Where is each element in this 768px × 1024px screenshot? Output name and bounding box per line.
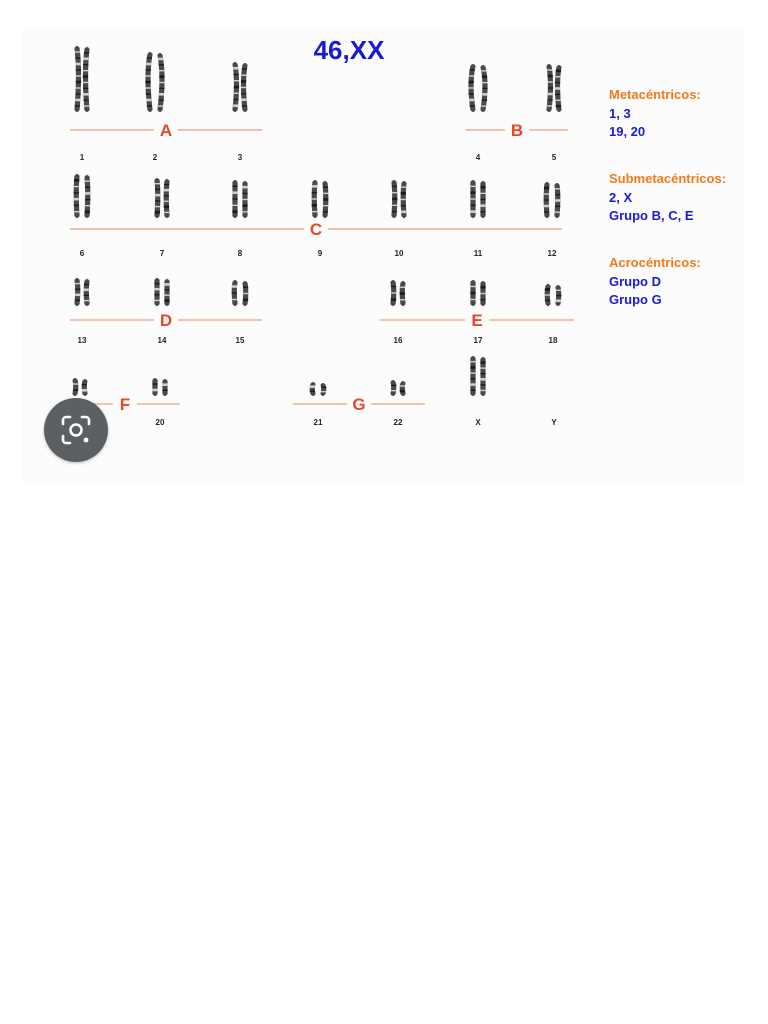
chromosome-band [83,70,88,71]
chromosome-label: Y [551,418,557,427]
chromosome-band [234,86,239,89]
group-label: B [510,121,524,140]
chromatid [82,379,88,396]
chromosome-band [75,51,80,52]
chromosome-band [145,81,150,84]
chromosome-band [232,205,237,206]
chromosome-band [145,75,150,76]
chromosome-band [234,99,239,100]
chromosome-band [83,82,88,83]
chromosome-label: 17 [473,336,483,345]
chromosome-band [233,104,238,107]
chromosome-band [480,299,485,300]
legend-heading: Submetacéntricos: [609,171,727,186]
chromosome-band [234,74,239,75]
chromosome-band [312,204,317,207]
chromosome-band [400,287,405,288]
chromosome-band [482,88,487,89]
chromosome-band [75,99,80,102]
chromosome-band [401,199,406,200]
legend-item: Grupo G [609,292,662,307]
chromosome-band [545,294,550,295]
chromosome-band [76,81,81,84]
chromosome-band [391,385,396,386]
chromosome-band [469,81,474,84]
chromosome-band [234,93,239,94]
chromosome-band [75,57,80,58]
chromosome-band [468,87,473,88]
chromosome-band [310,385,315,388]
chromosome-band [470,105,475,106]
group-label: C [309,220,323,239]
chromosome-band [555,194,560,195]
chromosome-band [555,199,560,202]
chromosome-band [83,64,88,65]
chromosome-label: 3 [237,153,243,162]
chromosome-band [400,390,405,393]
chromosome-band [147,105,152,106]
chromosome-band [242,193,247,194]
chromosome-band [545,300,550,301]
chromosome-band [392,198,397,201]
chromosome-band [159,75,164,78]
chromosome-band [164,283,169,286]
chromosome-band [85,211,90,214]
chromosome-band [310,391,315,392]
chromosome-band [82,384,87,385]
chromosome-band [84,58,89,61]
chromosome-band [234,80,239,81]
chromosome-band [84,52,89,53]
legend-item: 2, X [609,190,633,205]
chromosome-band [73,383,78,384]
chromosome-band [155,189,160,190]
chromatid [164,279,169,306]
chromosome-band [480,199,485,200]
google-lens-icon [59,413,93,447]
group-label: F [119,395,131,414]
chromosome-band [155,183,160,184]
chromosome-band [470,191,475,194]
chromosome-band [162,390,167,391]
chromosome-band [469,93,474,94]
chromosome-band [548,75,553,78]
chromosome-band [470,205,475,206]
chromosome-band [159,88,164,89]
chromatid [84,279,90,306]
chromosome-band [84,300,89,301]
chromosome-label: 18 [548,336,558,345]
chromosome-band [312,211,317,212]
chromosome-band [146,69,151,70]
chromosome-label: 21 [313,418,323,427]
chromosome-band [164,295,169,296]
chromosome-band [481,105,486,106]
chromosome-band [146,99,151,102]
chromosome-band [480,378,485,381]
chromosome-band [480,373,485,374]
chromosome-band [555,82,560,83]
chromosome-band [154,300,159,301]
chromosome-label: 9 [317,249,323,258]
chromosome-band [232,191,237,194]
chromosome-band [401,192,406,195]
chromosome-band [556,295,561,296]
chromosome-band [544,199,549,200]
chromosome-band [242,199,247,200]
chromosome-band [400,299,405,300]
chromosome-band [241,80,246,83]
chromosome-label: 1 [79,153,85,162]
chromosome-label: 20 [155,418,165,427]
chromosome-band [232,198,237,199]
chromosome-label: 5 [551,153,557,162]
chromosome-band [74,205,79,206]
chromosome-band [392,186,397,187]
chromosome-band [154,288,159,291]
chromosome-band [74,192,79,193]
chromosome-band [233,67,238,70]
chromosome-band [392,205,397,206]
chromosome-band [159,93,164,96]
chromosome-band [470,292,475,295]
chromosome-band [74,211,79,212]
chromosome-band [154,294,159,295]
chromosome-label: X [475,418,481,427]
chromosome-label: 10 [394,249,404,258]
chromosome-band [482,100,487,101]
chromatid [152,378,157,396]
chromatid [74,278,80,306]
chromosome-band [470,186,475,187]
chromosome-band [75,294,80,297]
chromosome-band [548,87,553,88]
chromosome-label: 6 [79,249,85,258]
chromosome-band [482,93,487,96]
chromosome-band [480,186,485,189]
chromosome-band [242,211,247,212]
chromosome-band [401,211,406,214]
chromosome-band [241,93,246,94]
chromosome-band [76,87,81,88]
chromosome-band [158,58,163,61]
chromosome-label: 14 [157,336,167,345]
chromosome-band [242,105,247,106]
chromosome-band [74,179,79,182]
chromosome-band [470,372,475,373]
chromosome-band [480,211,485,212]
chromosome-band [555,211,560,212]
chromosome-band [159,82,164,83]
chromosome-band [482,82,487,83]
chromosome-band [470,390,475,391]
chromosome-band [164,212,169,213]
legend-item: 19, 20 [609,124,646,139]
chromosome-band [480,367,485,368]
google-lens-button[interactable] [44,398,108,462]
chromatid [72,378,78,396]
chromosome-band [555,76,560,77]
group-label: D [159,311,173,330]
chromosome-band [470,361,475,362]
chromosome-band [480,286,485,289]
chromosome-band [469,75,474,76]
chromosome-band [312,185,317,188]
chromosome-band [323,198,328,201]
legend-item: Grupo B, C, E [609,208,694,223]
chromosome-band [155,211,160,214]
chromosome-band [164,289,169,290]
legend-heading: Acrocéntricos: [609,255,701,270]
chromosome-band [241,75,246,76]
chromosome-band [241,87,246,88]
chromosome-band [159,70,164,71]
chromosome-band [155,200,160,201]
chromosome-band [321,387,326,388]
chromosome-band [85,205,90,206]
chromosome-band [147,57,152,58]
chromosome-band [74,198,79,201]
chromosome-band [164,189,169,192]
chromosome-band [155,206,160,207]
chromosome-band [85,192,90,195]
chromosome-band [545,288,550,291]
legend-heading: Metacéntricos: [609,87,701,102]
chromosome-band [544,187,549,190]
chromosome-band [480,384,485,385]
chromosome-band [547,105,552,106]
chromosome-band [75,283,80,284]
chromatid [400,381,406,396]
chromosome-band [323,186,328,187]
chromosome-band [470,210,475,213]
chromosome-band [164,299,169,302]
chromosome-label: 22 [393,418,403,427]
chromosome-band [392,192,397,193]
group-label: E [471,311,483,330]
chromosome-band [391,298,396,301]
chromosome-label: 11 [473,249,483,258]
chromosome-band [159,64,164,65]
chromosome-band [84,289,89,292]
chromosome-band [152,383,157,384]
chromosome-band [76,93,81,94]
chromosome-band [85,180,90,181]
chromosome-band [152,389,157,392]
chromosome-label: 13 [77,336,87,345]
chromosome-band [85,187,90,188]
chromosome-band [470,299,475,300]
group-label: A [159,121,173,140]
chromosome-band [243,287,248,288]
chromosome-label: 7 [159,249,165,258]
chromosome-label: 12 [547,249,557,258]
chromosome-band [75,300,80,301]
chromosome-band [481,70,486,71]
chromosome-band [556,299,561,302]
chromosome-band [232,285,237,288]
chromosome-band [159,100,164,101]
chromosome-band [242,204,247,207]
chromosome-band [401,205,406,206]
chromosome-band [243,293,248,294]
chromosome-band [400,385,405,386]
chromosome-band [544,193,549,194]
chromatid [310,382,316,396]
chromosome-band [84,105,89,106]
chromosome-band [76,63,81,66]
chromosome-band [480,293,485,294]
chromosome-band [548,99,553,100]
chromosome-band [470,198,475,199]
chromosome-band [556,105,561,108]
chromosome-band [73,389,78,390]
chromosome-band [164,206,169,209]
chromosome-band [243,298,248,301]
chromosome-band [164,184,169,185]
chromosome-band [401,186,406,187]
chromosome-band [84,295,89,296]
chromosome-band [84,284,89,285]
chromosome-band [470,286,475,287]
chromosome-band [480,390,485,391]
chromosome-band [312,192,317,193]
chromosome-band [470,383,475,386]
chromosome-band [556,290,561,291]
chromosome-band [312,198,317,199]
chromosome-band [83,88,88,89]
chromosome-band [544,211,549,212]
chromosome-band [400,292,405,295]
chromosome-band [82,389,87,392]
chromosome-band [548,93,553,96]
chromosome-band [547,69,552,70]
chromosome-band [75,289,80,290]
legend-item: 1, 3 [609,106,631,121]
chromosome-band [84,99,89,100]
chromosome-label: 16 [393,336,403,345]
chromosome-band [232,210,237,213]
chromosome-band [470,366,475,369]
chromosome-band [242,186,247,189]
karyotype-title: 46,XX [313,35,385,65]
chromosome-label: 8 [237,249,243,258]
chromosome-band [556,70,561,73]
chromosome-band [155,194,160,197]
chromosome-band [480,204,485,207]
chromosome-band [321,391,326,392]
chromosome-band [391,292,396,293]
chromosome-band [242,68,247,69]
chromosome-label: 2 [152,153,158,162]
legend-item: Grupo D [609,274,661,289]
chromosome-band [323,205,328,206]
chromosome-band [164,195,169,196]
chromosome-band [480,193,485,194]
chromosome-band [164,201,169,202]
chromosome-band [76,75,81,76]
chromosome-band [482,75,487,78]
chromosome-band [76,69,81,70]
chromosome-band [470,378,475,379]
chromosome-label: 15 [235,336,245,345]
chromosome-band [241,98,246,101]
chromosome-band [323,193,328,194]
chromatid [320,383,326,396]
chromosome-band [555,100,560,101]
chromosome-band [154,283,159,284]
chromosome-band [232,292,237,293]
chromosome-band [74,186,79,187]
chromosome-band [555,94,560,95]
chromosome-band [392,211,397,212]
chromatid [154,278,159,306]
chromosome-band [85,199,90,200]
chromosome-band [470,69,475,70]
chromosome-band [469,99,474,102]
chromosome-band [391,286,396,287]
chromosome-band [232,186,237,187]
chromosome-band [323,211,328,212]
chromosome-band [391,390,396,391]
chromosome-band [555,188,560,189]
chromosome-band [83,75,88,78]
chromosome-band [162,383,167,386]
chromosome-band [146,63,151,66]
chromosome-label: 4 [475,153,481,162]
chromosome-band [548,81,553,82]
chromosome-band [145,87,150,88]
chromosome-band [83,93,88,96]
chromosome-band [544,205,549,208]
chromatid [162,379,167,396]
chromatid [390,380,396,396]
chromosome-band [158,105,163,106]
chromosome-band [555,87,560,90]
chromosome-band [480,361,485,364]
group-label: G [352,395,366,414]
chromosome-band [555,206,560,207]
chromosome-band [146,93,151,94]
chromosome-band [232,299,237,300]
chromosome-band [75,105,80,106]
